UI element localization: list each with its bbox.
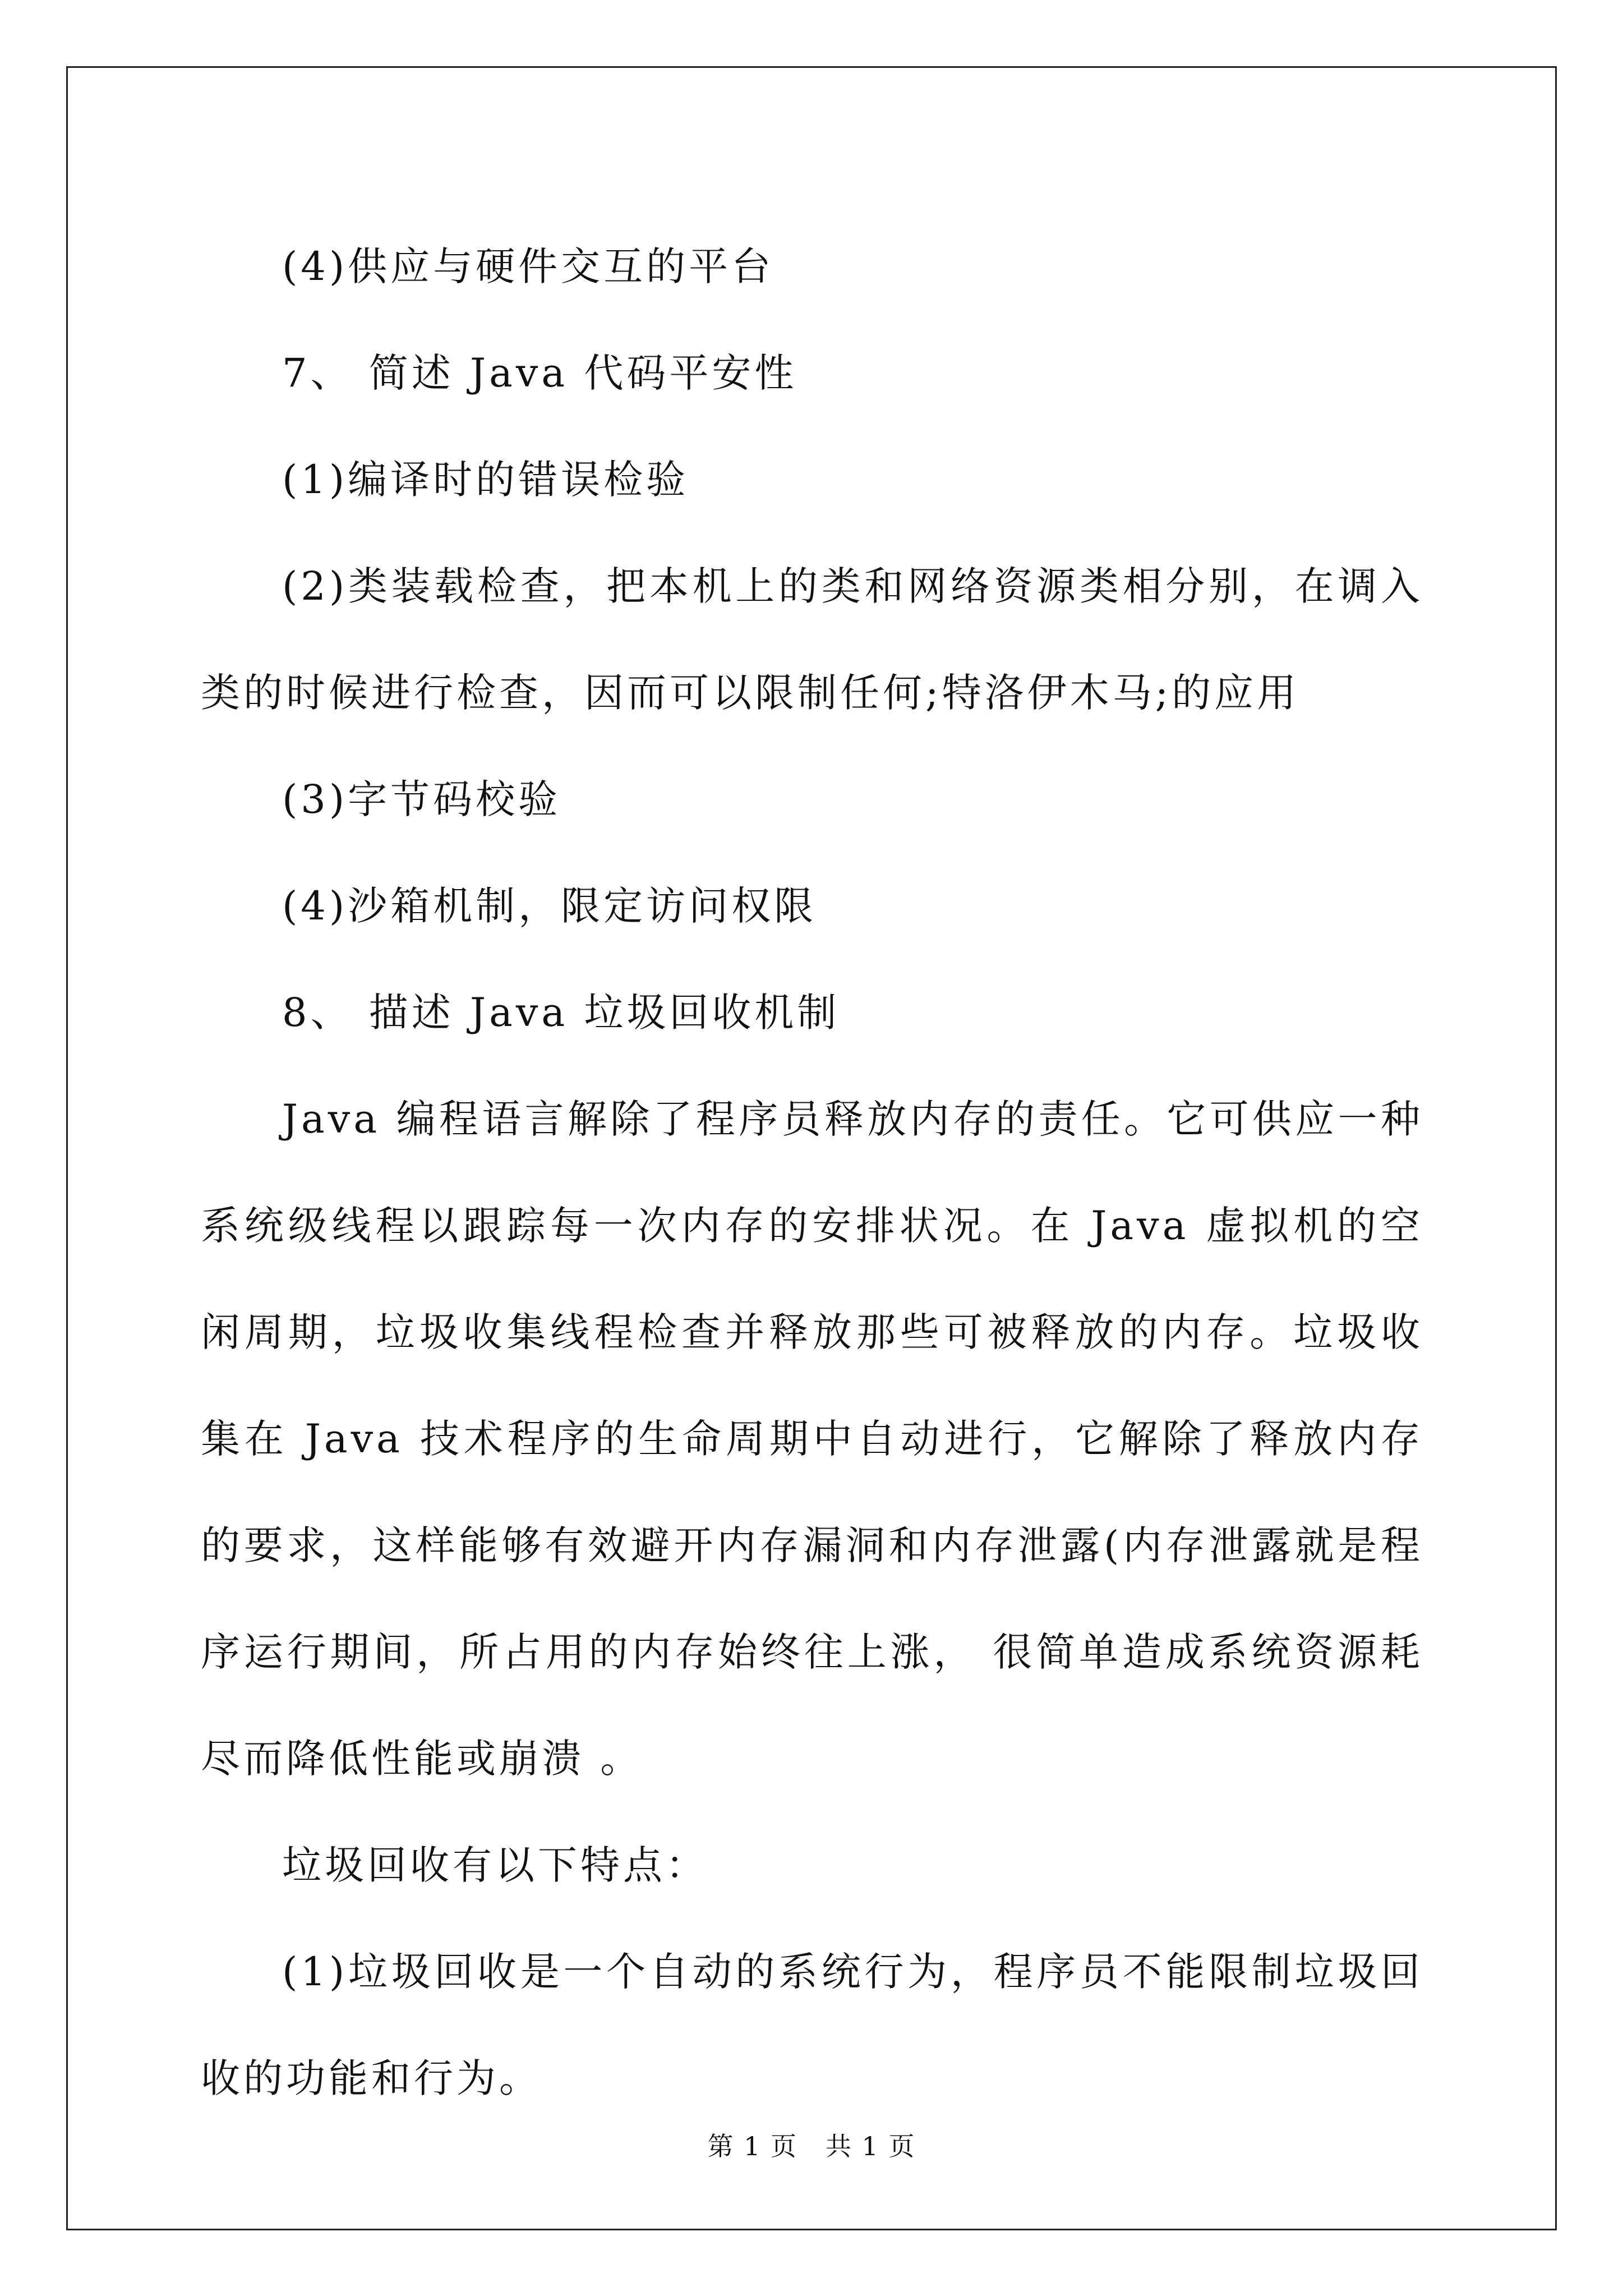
- heading-java-security: 7、 简述 Java 代码平安性: [282, 350, 797, 396]
- paragraph-gc-feature-1: (1)垃圾回收是一个自动的系统行为，程序员不能限制垃圾回收的功能和行为。: [201, 1949, 1423, 2101]
- paragraph-sandbox: (4)沙箱机制，限定访问权限: [282, 883, 817, 929]
- heading-garbage-collection: 8、 描述 Java 垃圾回收机制: [282, 990, 840, 1036]
- paragraph-platform-item: (4)供应与硬件交互的平台: [282, 243, 774, 289]
- footer-page-number: 第 1 页: [707, 2131, 798, 2161]
- paragraph-gc-features-intro: 垃圾回收有以下特点：: [282, 1842, 708, 1888]
- page-footer: [0, 2126, 1623, 2163]
- document-body: [201, 213, 1423, 2132]
- paragraph-gc-description: Java 编程语言解除了程序员释放内存的责任。它可供应一种系统级线程以跟踪每一次内存的安排状况。在 Java 虚拟机的空闲周期，垃圾收集线程检查并释放那些可被释放的内存。垃圾收集在 Java 技术程序的生命周期中自动进行，它解除了释放内存的要求，这样能够有效避开内存漏洞和内存泄露(内存泄露就是程序运行期间，所占用的内存始终往上涨， 很简单造成系统资源耗尽而降低性能或崩溃 。: [201, 1096, 1423, 1782]
- paragraph-compile-check: (1)编译时的错误检验: [282, 457, 689, 503]
- paragraph-bytecode-verify: (3)字节码校验: [282, 776, 561, 822]
- footer-total-pages: 共 1 页: [825, 2131, 916, 2161]
- paragraph-class-loader-check: (2)类装载检查，把本机上的类和网络资源类相分别，在调入类的时候进行检查，因而可以限制任何;特洛伊木马;的应用: [201, 563, 1423, 716]
